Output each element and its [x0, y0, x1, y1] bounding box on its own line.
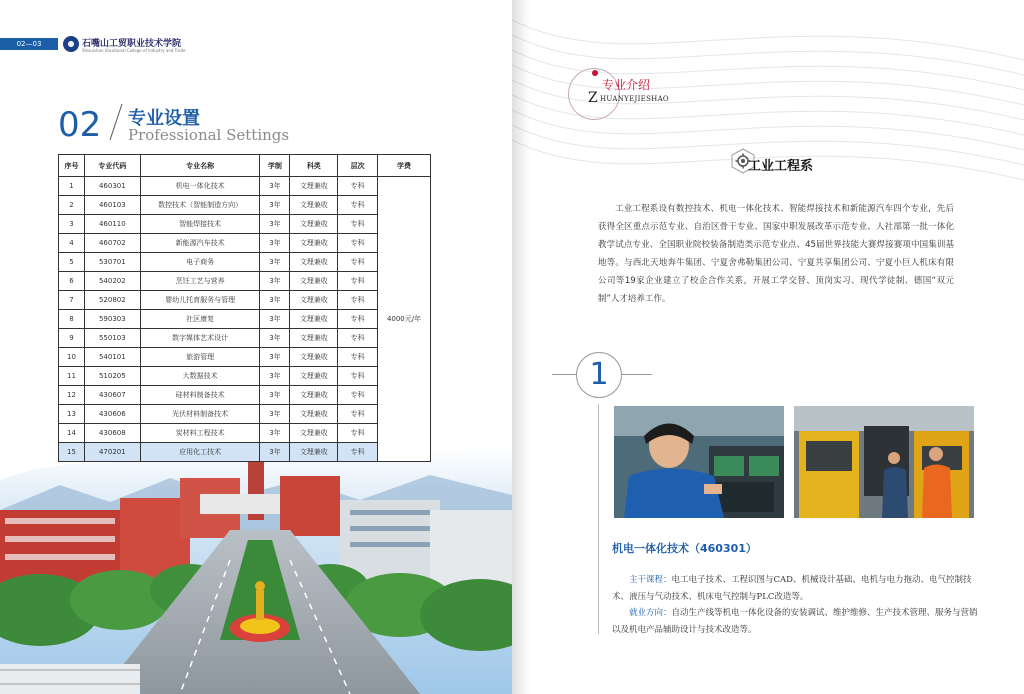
table-cell-no: 11 [59, 367, 85, 386]
table-cell-years: 3年 [260, 177, 290, 196]
table-row [59, 272, 431, 291]
table-cell-name: 婴幼儿托育服务与管理 [140, 291, 260, 310]
table-header-cell: 层次 [338, 155, 378, 177]
section-number: 02 [58, 105, 102, 145]
table-cell-level: 专科 [338, 367, 378, 386]
table-cell-years: 3年 [260, 310, 290, 329]
table-cell-code: 520802 [84, 291, 140, 310]
table-cell-name: 炭材料工程技术 [140, 424, 260, 443]
table-header-row [59, 155, 431, 177]
table-header-cell: 学费 [378, 155, 431, 177]
table-row [59, 367, 431, 386]
table-cell-level: 专科 [338, 329, 378, 348]
table-row [59, 386, 431, 405]
table-cell-name: 社区康复 [140, 310, 260, 329]
table-cell-no: 12 [59, 386, 85, 405]
red-dot-icon [592, 70, 598, 76]
table-cell-no: 3 [59, 215, 85, 234]
table-cell-level: 专科 [338, 348, 378, 367]
table-header-cell: 序号 [59, 155, 85, 177]
intro-pinyin: HUANYEJIESHAO [600, 95, 669, 103]
table-cell-code: 540202 [84, 272, 140, 291]
table-cell-code: 540101 [84, 348, 140, 367]
table-cell-name: 电子商务 [140, 253, 260, 272]
table-cell-category: 文理兼收 [290, 348, 338, 367]
table-cell-years: 3年 [260, 405, 290, 424]
table-cell-years: 3年 [260, 367, 290, 386]
intro-initial: Z [588, 90, 598, 106]
courses-label: 主干课程： [629, 575, 672, 585]
table-cell-level: 专科 [338, 215, 378, 234]
table-cell-level: 专科 [338, 443, 378, 462]
table-cell-category: 文理兼收 [290, 196, 338, 215]
table-cell-category: 文理兼收 [290, 310, 338, 329]
right-page [512, 0, 1024, 694]
table-cell-category: 文理兼收 [290, 253, 338, 272]
workshop-photo [794, 406, 974, 518]
table-cell-name: 旅游管理 [140, 348, 260, 367]
table-row [59, 310, 431, 329]
table-cell-category: 文理兼收 [290, 177, 338, 196]
section-title-cn: 专业设置 [128, 108, 200, 129]
table-cell-code: 530701 [84, 253, 140, 272]
table-row [59, 443, 431, 462]
school-logo-icon [63, 36, 79, 52]
table-row [59, 196, 431, 215]
table-cell-code: 510205 [84, 367, 140, 386]
intro-header [568, 60, 688, 120]
table-row [59, 329, 431, 348]
table-cell-level: 专科 [338, 310, 378, 329]
table-cell-level: 专科 [338, 253, 378, 272]
student-lab-photo [614, 406, 784, 518]
major-title: 机电一体化技术（460301） [612, 542, 757, 555]
table-cell-name: 数字媒体艺术设计 [140, 329, 260, 348]
table-row [59, 424, 431, 443]
major-career [612, 605, 980, 639]
table-cell-no: 2 [59, 196, 85, 215]
career-text: 自动生产线等机电一体化设备的安装调试、维护维修、生产技术管理、服务与营销以及机电产品辅助设计与技术改造等。 [612, 608, 978, 635]
table-cell-code: 430606 [84, 405, 140, 424]
table-cell-category: 文理兼收 [290, 329, 338, 348]
page-number-badge: 02—03 [0, 38, 58, 50]
table-row [59, 215, 431, 234]
table-cell-code: 460103 [84, 196, 140, 215]
table-cell-name: 大数据技术 [140, 367, 260, 386]
major-courses [612, 572, 980, 606]
table-row [59, 348, 431, 367]
table-cell-years: 3年 [260, 272, 290, 291]
table-cell-category: 文理兼收 [290, 215, 338, 234]
table-row [59, 253, 431, 272]
table-cell-level: 专科 [338, 272, 378, 291]
table-row [59, 291, 431, 310]
table-cell-level: 专科 [338, 424, 378, 443]
table-cell-years: 3年 [260, 348, 290, 367]
table-cell-category: 文理兼收 [290, 272, 338, 291]
table-cell-no: 4 [59, 234, 85, 253]
table-cell-level: 专科 [338, 405, 378, 424]
table-cell-no: 10 [59, 348, 85, 367]
table-cell-years: 3年 [260, 215, 290, 234]
table-cell-name: 机电一体化技术 [140, 177, 260, 196]
table-header-cell: 科类 [290, 155, 338, 177]
table-cell-code: 430608 [84, 424, 140, 443]
table-cell-years: 3年 [260, 234, 290, 253]
table-cell-category: 文理兼收 [290, 424, 338, 443]
school-name-en: Shizuishan Vocational College of Industry and Trade [82, 48, 186, 53]
table-header-cell: 专业代码 [84, 155, 140, 177]
table-cell-category: 文理兼收 [290, 405, 338, 424]
table-cell-level: 专科 [338, 196, 378, 215]
table-cell-category: 文理兼收 [290, 367, 338, 386]
campus-photo [0, 440, 512, 694]
table-cell-level: 专科 [338, 291, 378, 310]
step-line-right [622, 374, 652, 375]
career-label: 就业方向： [629, 608, 672, 618]
table-cell-years: 3年 [260, 329, 290, 348]
table-cell-name: 硅材料制备技术 [140, 386, 260, 405]
spine-shadow [512, 0, 530, 694]
table-cell-no: 9 [59, 329, 85, 348]
table-cell-code: 590303 [84, 310, 140, 329]
table-cell-level: 专科 [338, 386, 378, 405]
table-row [59, 234, 431, 253]
table-cell-category: 文理兼收 [290, 386, 338, 405]
table-cell-name: 烹饪工艺与营养 [140, 272, 260, 291]
table-cell-fee: 4000元/年 [378, 177, 431, 462]
table-cell-name: 数控技术（智能制造方向） [140, 196, 260, 215]
table-cell-no: 14 [59, 424, 85, 443]
table-cell-no: 5 [59, 253, 85, 272]
department-description: 工业工程系设有数控技术、机电一体化技术、智能焊接技术和新能源汽车四个专业，先后获得全区重点示范专业、自治区骨干专业、国家中职发展改革示范专业、人社部第一批一体化教学试点专业、全国职业院校装备制造类示范专业点、45届世界技能大赛焊接赛项中国集训基地等。与西北天地奔牛集团、宁夏舍弗勒集团公司、宁夏共享集团公司、宁夏小巨人机床有限公司等19家企业建立了校企合作关系，开展工学交替、顶岗实习、现代学徒制、德国“双元制”人才培养工作。 [598, 204, 954, 304]
table-cell-years: 3年 [260, 291, 290, 310]
table-header-cell: 学制 [260, 155, 290, 177]
department-title: 工业工程系 [748, 159, 814, 174]
table-cell-no: 1 [59, 177, 85, 196]
table-header-cell: 专业名称 [140, 155, 260, 177]
table-cell-name: 智能焊接技术 [140, 215, 260, 234]
table-cell-name: 光伏材料制备技术 [140, 405, 260, 424]
table-cell-category: 文理兼收 [290, 234, 338, 253]
table-cell-years: 3年 [260, 424, 290, 443]
table-cell-no: 8 [59, 310, 85, 329]
table-cell-code: 470201 [84, 443, 140, 462]
table-cell-no: 13 [59, 405, 85, 424]
table-cell-years: 3年 [260, 196, 290, 215]
intro-title: 专业介绍 [602, 78, 651, 92]
courses-text: 电工电子技术、工程识图与CAD、机械设计基础、电机与电力拖动、电气控制技术、液压与气动技术、机床电气控制与PLC改造等。 [612, 575, 972, 602]
table-cell-category: 文理兼收 [290, 291, 338, 310]
table-cell-level: 专科 [338, 234, 378, 253]
table-body [59, 177, 431, 462]
section-title-en: Professional Settings [128, 126, 290, 144]
school-name-cn: 石嘴山工贸职业技术学院 [82, 39, 182, 49]
table-row [59, 405, 431, 424]
table-cell-category: 文理兼收 [290, 443, 338, 462]
slash-divider-icon [108, 102, 124, 142]
table-cell-years: 3年 [260, 253, 290, 272]
table-cell-code: 460110 [84, 215, 140, 234]
table-cell-no: 6 [59, 272, 85, 291]
table-cell-years: 3年 [260, 443, 290, 462]
table-cell-level: 专科 [338, 177, 378, 196]
program-table [58, 154, 431, 462]
table-cell-no: 15 [59, 443, 85, 462]
table-cell-no: 7 [59, 291, 85, 310]
table-cell-code: 550103 [84, 329, 140, 348]
table-cell-name: 新能源汽车技术 [140, 234, 260, 253]
step-vertical-line [598, 404, 599, 634]
table-row [59, 177, 431, 196]
table-cell-years: 3年 [260, 386, 290, 405]
table-cell-code: 460301 [84, 177, 140, 196]
table-cell-code: 430607 [84, 386, 140, 405]
table-cell-code: 460702 [84, 234, 140, 253]
step-number: 1 [589, 357, 609, 392]
table-cell-name: 应用化工技术 [140, 443, 260, 462]
